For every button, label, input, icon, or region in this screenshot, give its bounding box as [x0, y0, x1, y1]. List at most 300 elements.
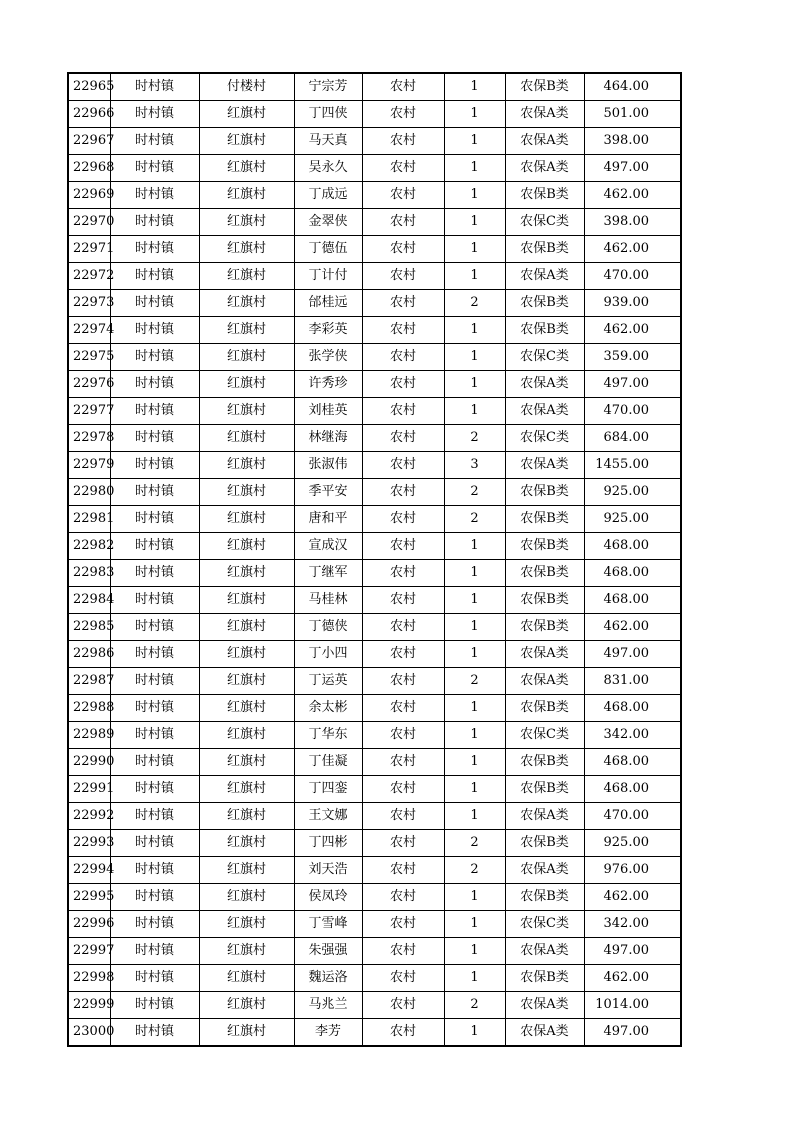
amount-cell: 976.00: [584, 857, 681, 884]
person-name-cell: 马天真: [294, 128, 362, 155]
table-row: [68, 209, 681, 236]
insurance-category-cell: 农保C类: [505, 344, 584, 371]
village-cell: 红旗村: [199, 479, 294, 506]
amount-cell: 925.00: [584, 479, 681, 506]
household-count-cell: 1: [444, 695, 505, 722]
insurance-category-cell: 农保B类: [505, 749, 584, 776]
insurance-category-cell: 农保B类: [505, 884, 584, 911]
town-cell: 时村镇: [110, 1019, 199, 1047]
area-type-cell: 农村: [362, 317, 444, 344]
village-cell: 红旗村: [199, 884, 294, 911]
area-type-cell: 农村: [362, 749, 444, 776]
area-type-cell: 农村: [362, 992, 444, 1019]
village-cell: 红旗村: [199, 749, 294, 776]
household-count-cell: 1: [444, 587, 505, 614]
insurance-category-cell: 农保A类: [505, 101, 584, 128]
table-row: [68, 722, 681, 749]
household-count-cell: 1: [444, 344, 505, 371]
town-cell: 时村镇: [110, 911, 199, 938]
record-id-cell: 22988: [68, 695, 110, 722]
amount-cell: 497.00: [584, 938, 681, 965]
person-name-cell: 侯凤玲: [294, 884, 362, 911]
table-row: [68, 155, 681, 182]
amount-cell: 925.00: [584, 506, 681, 533]
town-cell: 时村镇: [110, 992, 199, 1019]
household-count-cell: 1: [444, 776, 505, 803]
person-name-cell: 马兆兰: [294, 992, 362, 1019]
table-row: [68, 668, 681, 695]
insurance-category-cell: 农保C类: [505, 425, 584, 452]
town-cell: 时村镇: [110, 371, 199, 398]
person-name-cell: 刘桂英: [294, 398, 362, 425]
insurance-category-cell: 农保A类: [505, 398, 584, 425]
town-cell: 时村镇: [110, 236, 199, 263]
amount-cell: 342.00: [584, 722, 681, 749]
town-cell: 时村镇: [110, 938, 199, 965]
data-table: [67, 72, 682, 1047]
record-id-cell: 22985: [68, 614, 110, 641]
household-count-cell: 2: [444, 506, 505, 533]
area-type-cell: 农村: [362, 911, 444, 938]
insurance-category-cell: 农保A类: [505, 371, 584, 398]
record-id-cell: 22966: [68, 101, 110, 128]
table-row: [68, 911, 681, 938]
household-count-cell: 1: [444, 803, 505, 830]
village-cell: 红旗村: [199, 425, 294, 452]
village-cell: 红旗村: [199, 641, 294, 668]
village-cell: 红旗村: [199, 398, 294, 425]
table-row: [68, 479, 681, 506]
table-row: [68, 830, 681, 857]
record-id-cell: 22978: [68, 425, 110, 452]
household-count-cell: 2: [444, 425, 505, 452]
amount-cell: 468.00: [584, 749, 681, 776]
area-type-cell: 农村: [362, 938, 444, 965]
area-type-cell: 农村: [362, 452, 444, 479]
person-name-cell: 张淑伟: [294, 452, 362, 479]
amount-cell: 497.00: [584, 1019, 681, 1047]
area-type-cell: 农村: [362, 965, 444, 992]
record-id-cell: 22977: [68, 398, 110, 425]
household-count-cell: 3: [444, 452, 505, 479]
area-type-cell: 农村: [362, 290, 444, 317]
record-id-cell: 22983: [68, 560, 110, 587]
table-row: [68, 290, 681, 317]
amount-cell: 684.00: [584, 425, 681, 452]
amount-cell: 939.00: [584, 290, 681, 317]
amount-cell: 470.00: [584, 398, 681, 425]
person-name-cell: 王文娜: [294, 803, 362, 830]
record-id-cell: 22972: [68, 263, 110, 290]
town-cell: 时村镇: [110, 560, 199, 587]
village-cell: 红旗村: [199, 668, 294, 695]
record-id-cell: 22970: [68, 209, 110, 236]
area-type-cell: 农村: [362, 263, 444, 290]
table-row: [68, 236, 681, 263]
area-type-cell: 农村: [362, 371, 444, 398]
person-name-cell: 刘天浩: [294, 857, 362, 884]
amount-cell: 470.00: [584, 263, 681, 290]
area-type-cell: 农村: [362, 614, 444, 641]
household-count-cell: 1: [444, 236, 505, 263]
village-cell: 红旗村: [199, 371, 294, 398]
table-row: [68, 1019, 681, 1047]
person-name-cell: 丁小四: [294, 641, 362, 668]
household-count-cell: 2: [444, 830, 505, 857]
table-row: [68, 992, 681, 1019]
table-row: [68, 101, 681, 128]
person-name-cell: 季平安: [294, 479, 362, 506]
household-count-cell: 1: [444, 371, 505, 398]
area-type-cell: 农村: [362, 884, 444, 911]
area-type-cell: 农村: [362, 425, 444, 452]
village-cell: 红旗村: [199, 506, 294, 533]
insurance-category-cell: 农保B类: [505, 506, 584, 533]
town-cell: 时村镇: [110, 398, 199, 425]
insurance-category-cell: 农保A类: [505, 263, 584, 290]
person-name-cell: 吴永久: [294, 155, 362, 182]
village-cell: 红旗村: [199, 452, 294, 479]
insurance-category-cell: 农保A类: [505, 938, 584, 965]
amount-cell: 462.00: [584, 614, 681, 641]
insurance-category-cell: 农保A类: [505, 641, 584, 668]
town-cell: 时村镇: [110, 128, 199, 155]
village-cell: 红旗村: [199, 155, 294, 182]
town-cell: 时村镇: [110, 209, 199, 236]
table-row: [68, 749, 681, 776]
person-name-cell: 丁成远: [294, 182, 362, 209]
amount-cell: 464.00: [584, 73, 681, 101]
person-name-cell: 丁运英: [294, 668, 362, 695]
area-type-cell: 农村: [362, 857, 444, 884]
household-count-cell: 1: [444, 182, 505, 209]
household-count-cell: 1: [444, 317, 505, 344]
household-count-cell: 2: [444, 479, 505, 506]
insurance-category-cell: 农保A类: [505, 992, 584, 1019]
village-cell: 红旗村: [199, 560, 294, 587]
insurance-category-cell: 农保B类: [505, 587, 584, 614]
table-row: [68, 614, 681, 641]
town-cell: 时村镇: [110, 101, 199, 128]
record-id-cell: 22976: [68, 371, 110, 398]
record-id-cell: 22995: [68, 884, 110, 911]
person-name-cell: 金翠侠: [294, 209, 362, 236]
town-cell: 时村镇: [110, 479, 199, 506]
village-cell: 红旗村: [199, 803, 294, 830]
person-name-cell: 丁华东: [294, 722, 362, 749]
village-cell: 付楼村: [199, 73, 294, 101]
town-cell: 时村镇: [110, 290, 199, 317]
insurance-category-cell: 农保B类: [505, 73, 584, 101]
household-count-cell: 1: [444, 128, 505, 155]
area-type-cell: 农村: [362, 641, 444, 668]
amount-cell: 468.00: [584, 695, 681, 722]
record-id-cell: 22994: [68, 857, 110, 884]
table-row: [68, 398, 681, 425]
person-name-cell: 丁计付: [294, 263, 362, 290]
amount-cell: 468.00: [584, 533, 681, 560]
household-count-cell: 1: [444, 398, 505, 425]
record-id-cell: 22997: [68, 938, 110, 965]
area-type-cell: 农村: [362, 344, 444, 371]
household-count-cell: 2: [444, 857, 505, 884]
village-cell: 红旗村: [199, 857, 294, 884]
amount-cell: 359.00: [584, 344, 681, 371]
amount-cell: 925.00: [584, 830, 681, 857]
record-id-cell: 22979: [68, 452, 110, 479]
area-type-cell: 农村: [362, 506, 444, 533]
town-cell: 时村镇: [110, 425, 199, 452]
person-name-cell: 李芳: [294, 1019, 362, 1047]
town-cell: 时村镇: [110, 668, 199, 695]
person-name-cell: 张学侠: [294, 344, 362, 371]
record-id-cell: 22975: [68, 344, 110, 371]
amount-cell: 342.00: [584, 911, 681, 938]
area-type-cell: 农村: [362, 722, 444, 749]
town-cell: 时村镇: [110, 155, 199, 182]
household-count-cell: 1: [444, 263, 505, 290]
town-cell: 时村镇: [110, 749, 199, 776]
area-type-cell: 农村: [362, 128, 444, 155]
town-cell: 时村镇: [110, 73, 199, 101]
insurance-category-cell: 农保B类: [505, 236, 584, 263]
amount-cell: 831.00: [584, 668, 681, 695]
household-count-cell: 1: [444, 209, 505, 236]
household-count-cell: 1: [444, 749, 505, 776]
table-row: [68, 263, 681, 290]
town-cell: 时村镇: [110, 776, 199, 803]
village-cell: 红旗村: [199, 290, 294, 317]
table-row: [68, 587, 681, 614]
person-name-cell: 宁宗芳: [294, 73, 362, 101]
village-cell: 红旗村: [199, 236, 294, 263]
table-row: [68, 128, 681, 155]
person-name-cell: 丁佳凝: [294, 749, 362, 776]
insurance-category-cell: 农保A类: [505, 155, 584, 182]
area-type-cell: 农村: [362, 155, 444, 182]
household-count-cell: 1: [444, 73, 505, 101]
household-count-cell: 1: [444, 533, 505, 560]
person-name-cell: 丁德侠: [294, 614, 362, 641]
area-type-cell: 农村: [362, 803, 444, 830]
area-type-cell: 农村: [362, 209, 444, 236]
table-row: [68, 73, 681, 101]
household-count-cell: 1: [444, 884, 505, 911]
insurance-category-cell: 农保B类: [505, 479, 584, 506]
table-row: [68, 938, 681, 965]
record-id-cell: 22982: [68, 533, 110, 560]
table-row: [68, 317, 681, 344]
household-count-cell: 2: [444, 668, 505, 695]
village-cell: 红旗村: [199, 992, 294, 1019]
village-cell: 红旗村: [199, 830, 294, 857]
amount-cell: 468.00: [584, 560, 681, 587]
person-name-cell: 唐和平: [294, 506, 362, 533]
area-type-cell: 农村: [362, 776, 444, 803]
insurance-category-cell: 农保A类: [505, 452, 584, 479]
table-row: [68, 506, 681, 533]
town-cell: 时村镇: [110, 506, 199, 533]
household-count-cell: 1: [444, 101, 505, 128]
household-count-cell: 1: [444, 1019, 505, 1047]
household-count-cell: 1: [444, 560, 505, 587]
household-count-cell: 1: [444, 938, 505, 965]
village-cell: 红旗村: [199, 614, 294, 641]
person-name-cell: 丁德伍: [294, 236, 362, 263]
table-row: [68, 857, 681, 884]
person-name-cell: 李彩英: [294, 317, 362, 344]
insurance-category-cell: 农保B类: [505, 560, 584, 587]
village-cell: 红旗村: [199, 938, 294, 965]
person-name-cell: 丁四銮: [294, 776, 362, 803]
amount-cell: 1014.00: [584, 992, 681, 1019]
town-cell: 时村镇: [110, 884, 199, 911]
table-body: [68, 73, 681, 1046]
town-cell: 时村镇: [110, 452, 199, 479]
household-count-cell: 1: [444, 614, 505, 641]
table-row: [68, 695, 681, 722]
area-type-cell: 农村: [362, 73, 444, 101]
amount-cell: 462.00: [584, 965, 681, 992]
village-cell: 红旗村: [199, 965, 294, 992]
village-cell: 红旗村: [199, 587, 294, 614]
insurance-category-cell: 农保A类: [505, 803, 584, 830]
amount-cell: 470.00: [584, 803, 681, 830]
insurance-category-cell: 农保A类: [505, 128, 584, 155]
table-row: [68, 884, 681, 911]
person-name-cell: 丁四彬: [294, 830, 362, 857]
village-cell: 红旗村: [199, 911, 294, 938]
village-cell: 红旗村: [199, 722, 294, 749]
town-cell: 时村镇: [110, 263, 199, 290]
record-id-cell: 22968: [68, 155, 110, 182]
area-type-cell: 农村: [362, 560, 444, 587]
person-name-cell: 余太彬: [294, 695, 362, 722]
amount-cell: 468.00: [584, 776, 681, 803]
area-type-cell: 农村: [362, 695, 444, 722]
record-id-cell: 22987: [68, 668, 110, 695]
record-id-cell: 22998: [68, 965, 110, 992]
table-row: [68, 776, 681, 803]
village-cell: 红旗村: [199, 695, 294, 722]
amount-cell: 501.00: [584, 101, 681, 128]
town-cell: 时村镇: [110, 533, 199, 560]
person-name-cell: 丁雪峰: [294, 911, 362, 938]
village-cell: 红旗村: [199, 1019, 294, 1047]
person-name-cell: 宣成汉: [294, 533, 362, 560]
record-id-cell: 22980: [68, 479, 110, 506]
town-cell: 时村镇: [110, 695, 199, 722]
household-count-cell: 2: [444, 290, 505, 317]
insurance-category-cell: 农保B类: [505, 182, 584, 209]
village-cell: 红旗村: [199, 317, 294, 344]
town-cell: 时村镇: [110, 830, 199, 857]
insurance-category-cell: 农保C类: [505, 722, 584, 749]
person-name-cell: 丁四侠: [294, 101, 362, 128]
person-name-cell: 朱强强: [294, 938, 362, 965]
insurance-category-cell: 农保C类: [505, 911, 584, 938]
village-cell: 红旗村: [199, 182, 294, 209]
insurance-category-cell: 农保B类: [505, 317, 584, 344]
town-cell: 时村镇: [110, 344, 199, 371]
record-id-cell: 22989: [68, 722, 110, 749]
insurance-category-cell: 农保A类: [505, 668, 584, 695]
area-type-cell: 农村: [362, 668, 444, 695]
area-type-cell: 农村: [362, 182, 444, 209]
area-type-cell: 农村: [362, 101, 444, 128]
insurance-category-cell: 农保C类: [505, 209, 584, 236]
amount-cell: 468.00: [584, 587, 681, 614]
amount-cell: 398.00: [584, 209, 681, 236]
insurance-category-cell: 农保B类: [505, 533, 584, 560]
village-cell: 红旗村: [199, 209, 294, 236]
village-cell: 红旗村: [199, 344, 294, 371]
area-type-cell: 农村: [362, 479, 444, 506]
town-cell: 时村镇: [110, 182, 199, 209]
insurance-category-cell: 农保A类: [505, 857, 584, 884]
person-name-cell: 许秀珍: [294, 371, 362, 398]
table-row: [68, 371, 681, 398]
record-id-cell: 22971: [68, 236, 110, 263]
person-name-cell: 邰桂远: [294, 290, 362, 317]
amount-cell: 497.00: [584, 371, 681, 398]
amount-cell: 462.00: [584, 317, 681, 344]
record-id-cell: 22967: [68, 128, 110, 155]
town-cell: 时村镇: [110, 857, 199, 884]
table-row: [68, 344, 681, 371]
record-id-cell: 22965: [68, 73, 110, 101]
town-cell: 时村镇: [110, 614, 199, 641]
area-type-cell: 农村: [362, 1019, 444, 1047]
household-count-cell: 2: [444, 992, 505, 1019]
person-name-cell: 丁继军: [294, 560, 362, 587]
amount-cell: 1455.00: [584, 452, 681, 479]
table-row: [68, 641, 681, 668]
record-id-cell: 22973: [68, 290, 110, 317]
area-type-cell: 农村: [362, 398, 444, 425]
insurance-category-cell: 农保B类: [505, 290, 584, 317]
record-id-cell: 22992: [68, 803, 110, 830]
amount-cell: 462.00: [584, 236, 681, 263]
record-id-cell: 22986: [68, 641, 110, 668]
insurance-category-cell: 农保B类: [505, 965, 584, 992]
record-id-cell: 22969: [68, 182, 110, 209]
insurance-category-cell: 农保B类: [505, 695, 584, 722]
record-id-cell: 22990: [68, 749, 110, 776]
household-count-cell: 1: [444, 911, 505, 938]
person-name-cell: 魏运洛: [294, 965, 362, 992]
area-type-cell: 农村: [362, 830, 444, 857]
household-count-cell: 1: [444, 965, 505, 992]
household-count-cell: 1: [444, 155, 505, 182]
town-cell: 时村镇: [110, 965, 199, 992]
village-cell: 红旗村: [199, 533, 294, 560]
town-cell: 时村镇: [110, 641, 199, 668]
household-count-cell: 1: [444, 722, 505, 749]
person-name-cell: 林继海: [294, 425, 362, 452]
person-name-cell: 马桂林: [294, 587, 362, 614]
table-row: [68, 182, 681, 209]
table-row: [68, 452, 681, 479]
insurance-category-cell: 农保B类: [505, 830, 584, 857]
record-id-cell: 22991: [68, 776, 110, 803]
record-id-cell: 22993: [68, 830, 110, 857]
table-row: [68, 533, 681, 560]
village-cell: 红旗村: [199, 776, 294, 803]
town-cell: 时村镇: [110, 317, 199, 344]
insurance-category-cell: 农保B类: [505, 776, 584, 803]
record-id-cell: 22981: [68, 506, 110, 533]
